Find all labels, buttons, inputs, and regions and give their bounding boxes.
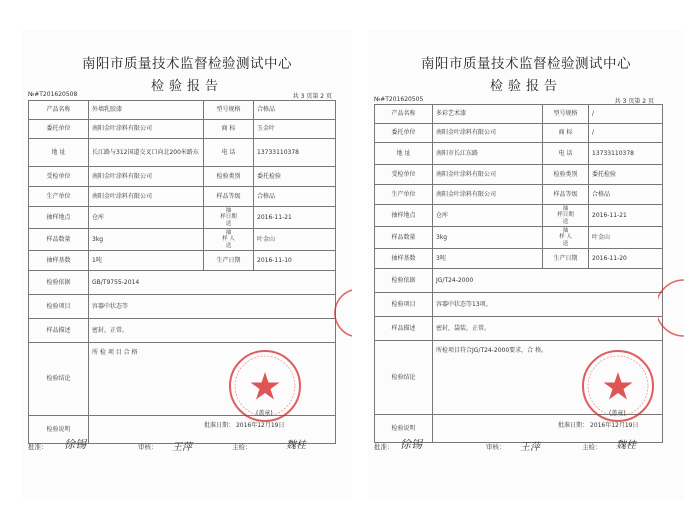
- value-sample-qty: 3kg: [89, 229, 204, 251]
- approve-date-row: [204, 420, 284, 429]
- page-info: 共 3 页第 2 页: [292, 93, 332, 100]
- label-sampler: [543, 227, 589, 249]
- label-send-date-l2: 样日期: [557, 212, 574, 219]
- value-brand: 玉金叶: [254, 120, 336, 139]
- value-produce-date: 2016-11-10: [254, 251, 336, 271]
- approve-date-row: [558, 420, 638, 429]
- value-brand: /: [589, 124, 663, 143]
- approve-date: 2016年12月19日: [235, 422, 285, 429]
- label-phone: 电 话: [543, 143, 589, 165]
- label-brand: 商 标: [204, 120, 254, 139]
- label-send-date: [543, 205, 589, 227]
- label-product: 产品名称: [375, 105, 433, 124]
- approve-label: 批准：: [28, 443, 48, 451]
- value-producer: 南阳金叶涂料有限公司: [89, 187, 204, 207]
- label-sampler-l1: 抽: [562, 227, 569, 234]
- label-producer: 生产单位: [375, 185, 433, 205]
- label-send-date-l3: 送: [562, 218, 569, 225]
- label-remark: 检验说明: [375, 415, 433, 443]
- label-sampler-l2: 样 人: [559, 234, 572, 241]
- seal-label: (盖章): [609, 410, 626, 417]
- label-inspected-unit: 受检单位: [29, 167, 89, 187]
- value-conclusion: 所检项目符合JG/T24-2000要求，合 格。: [436, 347, 548, 354]
- review-label: 审核：: [486, 443, 506, 451]
- value-items: 容器中状态等13项。: [433, 293, 663, 317]
- label-basis: 检验依据: [29, 271, 89, 295]
- label-test-type: 检验类别: [204, 167, 254, 187]
- label-desc: 样品描述: [375, 317, 433, 341]
- label-send-date-l3: 送: [225, 220, 232, 227]
- label-client: 委托单位: [29, 120, 89, 139]
- value-send-date: 2016-11-21: [254, 207, 336, 229]
- value-sample-place: 仓库: [89, 207, 204, 229]
- value-sampler: 叶金山: [254, 229, 336, 251]
- value-sample-base: 3吨: [433, 249, 543, 269]
- label-sample-base: 抽样基数: [29, 251, 89, 271]
- label-producer: 生产单位: [29, 187, 89, 207]
- label-send-date-l2: 样日期: [220, 214, 237, 221]
- review-signature: 王萍: [520, 442, 540, 453]
- label-address: 地 址: [375, 143, 433, 165]
- label-inspected-unit: 受检单位: [375, 165, 433, 185]
- label-desc: 样品描述: [29, 319, 89, 343]
- approve-label: 批准：: [374, 443, 394, 451]
- value-send-date: 2016-11-21: [589, 205, 663, 227]
- value-basis: GB/T9755-2014: [89, 271, 336, 295]
- label-phone: 电 话: [204, 139, 254, 167]
- value-test-type: 委托检验: [589, 165, 663, 185]
- main-test-label: 主检：: [232, 443, 252, 451]
- report-page-right: [368, 30, 684, 500]
- label-sampler-l3: 送: [562, 240, 569, 247]
- value-test-type: 委托检验: [254, 167, 336, 187]
- main-test-signature: 魏桂: [286, 440, 306, 451]
- label-test-type: 检验类别: [543, 165, 589, 185]
- report-title: 检验报告: [150, 79, 223, 94]
- value-client: 南阳金叶涂料有限公司: [89, 120, 204, 139]
- main-test-signature: 魏桂: [616, 440, 636, 451]
- label-sample-qty: 样品数量: [375, 227, 433, 249]
- org-title: 南阳市质量技术监督检验测试中心: [82, 56, 292, 72]
- approve-date: 2016年12月19日: [589, 422, 639, 429]
- label-produce-date: 生产日期: [204, 251, 254, 271]
- value-address: 南阳市长江东路: [433, 143, 543, 165]
- label-items: 检验项目: [375, 293, 433, 317]
- approve-date-label: 批准日期：: [204, 422, 235, 429]
- value-conclusion: 所 检 项 目 合 格: [92, 349, 138, 356]
- label-sample-place: 抽样地点: [375, 205, 433, 227]
- label-produce-date: 生产日期: [543, 249, 589, 269]
- label-sampler-l3: 送: [225, 242, 232, 249]
- label-grade: 样品等级: [204, 187, 254, 207]
- value-sampler: 叶金山: [589, 227, 663, 249]
- label-sampler-l2: 样 人: [222, 236, 235, 243]
- review-signature: 王萍: [172, 442, 192, 453]
- label-sample-qty: 样品数量: [29, 229, 89, 251]
- value-product: 多彩艺术漆: [433, 105, 543, 124]
- value-grade: 合格品: [254, 187, 336, 207]
- value-produce-date: 2016-11-20: [589, 249, 663, 269]
- main-test-label: 主检：: [582, 443, 602, 451]
- value-client: 南阳金叶涂料有限公司: [433, 124, 543, 143]
- label-sampler: [204, 229, 254, 251]
- label-basis: 检验依据: [375, 269, 433, 293]
- value-model: /: [589, 105, 663, 124]
- value-sample-place: 仓库: [433, 205, 543, 227]
- label-sample-place: 抽样地点: [29, 207, 89, 229]
- label-address: 地 址: [29, 139, 89, 167]
- value-sample-qty: 3kg: [433, 227, 543, 249]
- approve-signature: 徐锡: [400, 438, 422, 451]
- org-title: 南阳市质量技术监督检验测试中心: [421, 56, 631, 72]
- label-model: 型号规格: [543, 105, 589, 124]
- label-brand: 商 标: [543, 124, 589, 143]
- label-send-date: [204, 207, 254, 229]
- partial-seal-stamp: [322, 288, 352, 338]
- value-inspected-unit: 南阳金叶涂料有限公司: [89, 167, 204, 187]
- value-product: 外墙乳胶漆: [89, 101, 204, 120]
- value-desc: 密封，正常。: [89, 319, 336, 343]
- label-client: 委托单位: [375, 124, 433, 143]
- value-producer: 南阳金叶涂料有限公司: [433, 185, 543, 205]
- value-grade: 合格品: [589, 185, 663, 205]
- label-send-date-l1: 抽: [562, 205, 569, 212]
- label-grade: 样品等级: [543, 185, 589, 205]
- value-phone: 13733110378: [589, 143, 663, 165]
- label-sampler-l1: 抽: [225, 229, 232, 236]
- value-model: 合格品: [254, 101, 336, 120]
- partial-seal-stamp: [658, 278, 684, 338]
- value-address: 长江路与312国道交叉口向北200米路东: [89, 139, 204, 167]
- value-items: 容器中状态等: [89, 295, 336, 319]
- approve-date-label: 批准日期：: [558, 422, 589, 429]
- value-sample-base: 1吨: [89, 251, 204, 271]
- review-label: 审核：: [138, 443, 158, 451]
- label-product: 产品名称: [29, 101, 89, 120]
- seal-label: (盖章): [256, 410, 273, 417]
- value-desc: 密封，袋装，正常。: [433, 317, 663, 341]
- label-remark: 检验说明: [29, 416, 89, 444]
- label-model: 型号规格: [204, 101, 254, 120]
- label-send-date-l1: 抽: [225, 207, 232, 214]
- label-sample-base: 抽样基数: [375, 249, 433, 269]
- label-conclusion: 检验结论: [29, 343, 89, 416]
- report-number: №#T201620505: [374, 96, 424, 103]
- report-number: №#T201620508: [28, 91, 78, 98]
- label-conclusion: 检验结论: [375, 341, 433, 415]
- page-info: 共 3 页第 2 页: [614, 98, 654, 105]
- value-inspected-unit: 南阳金叶涂料有限公司: [433, 165, 543, 185]
- report-page-left: [22, 30, 352, 500]
- label-items: 检验项目: [29, 295, 89, 319]
- approve-signature: 徐锡: [64, 438, 86, 451]
- value-basis: JG/T24-2000: [433, 269, 663, 293]
- report-title: 检验报告: [489, 79, 562, 94]
- value-phone: 13733110378: [254, 139, 336, 167]
